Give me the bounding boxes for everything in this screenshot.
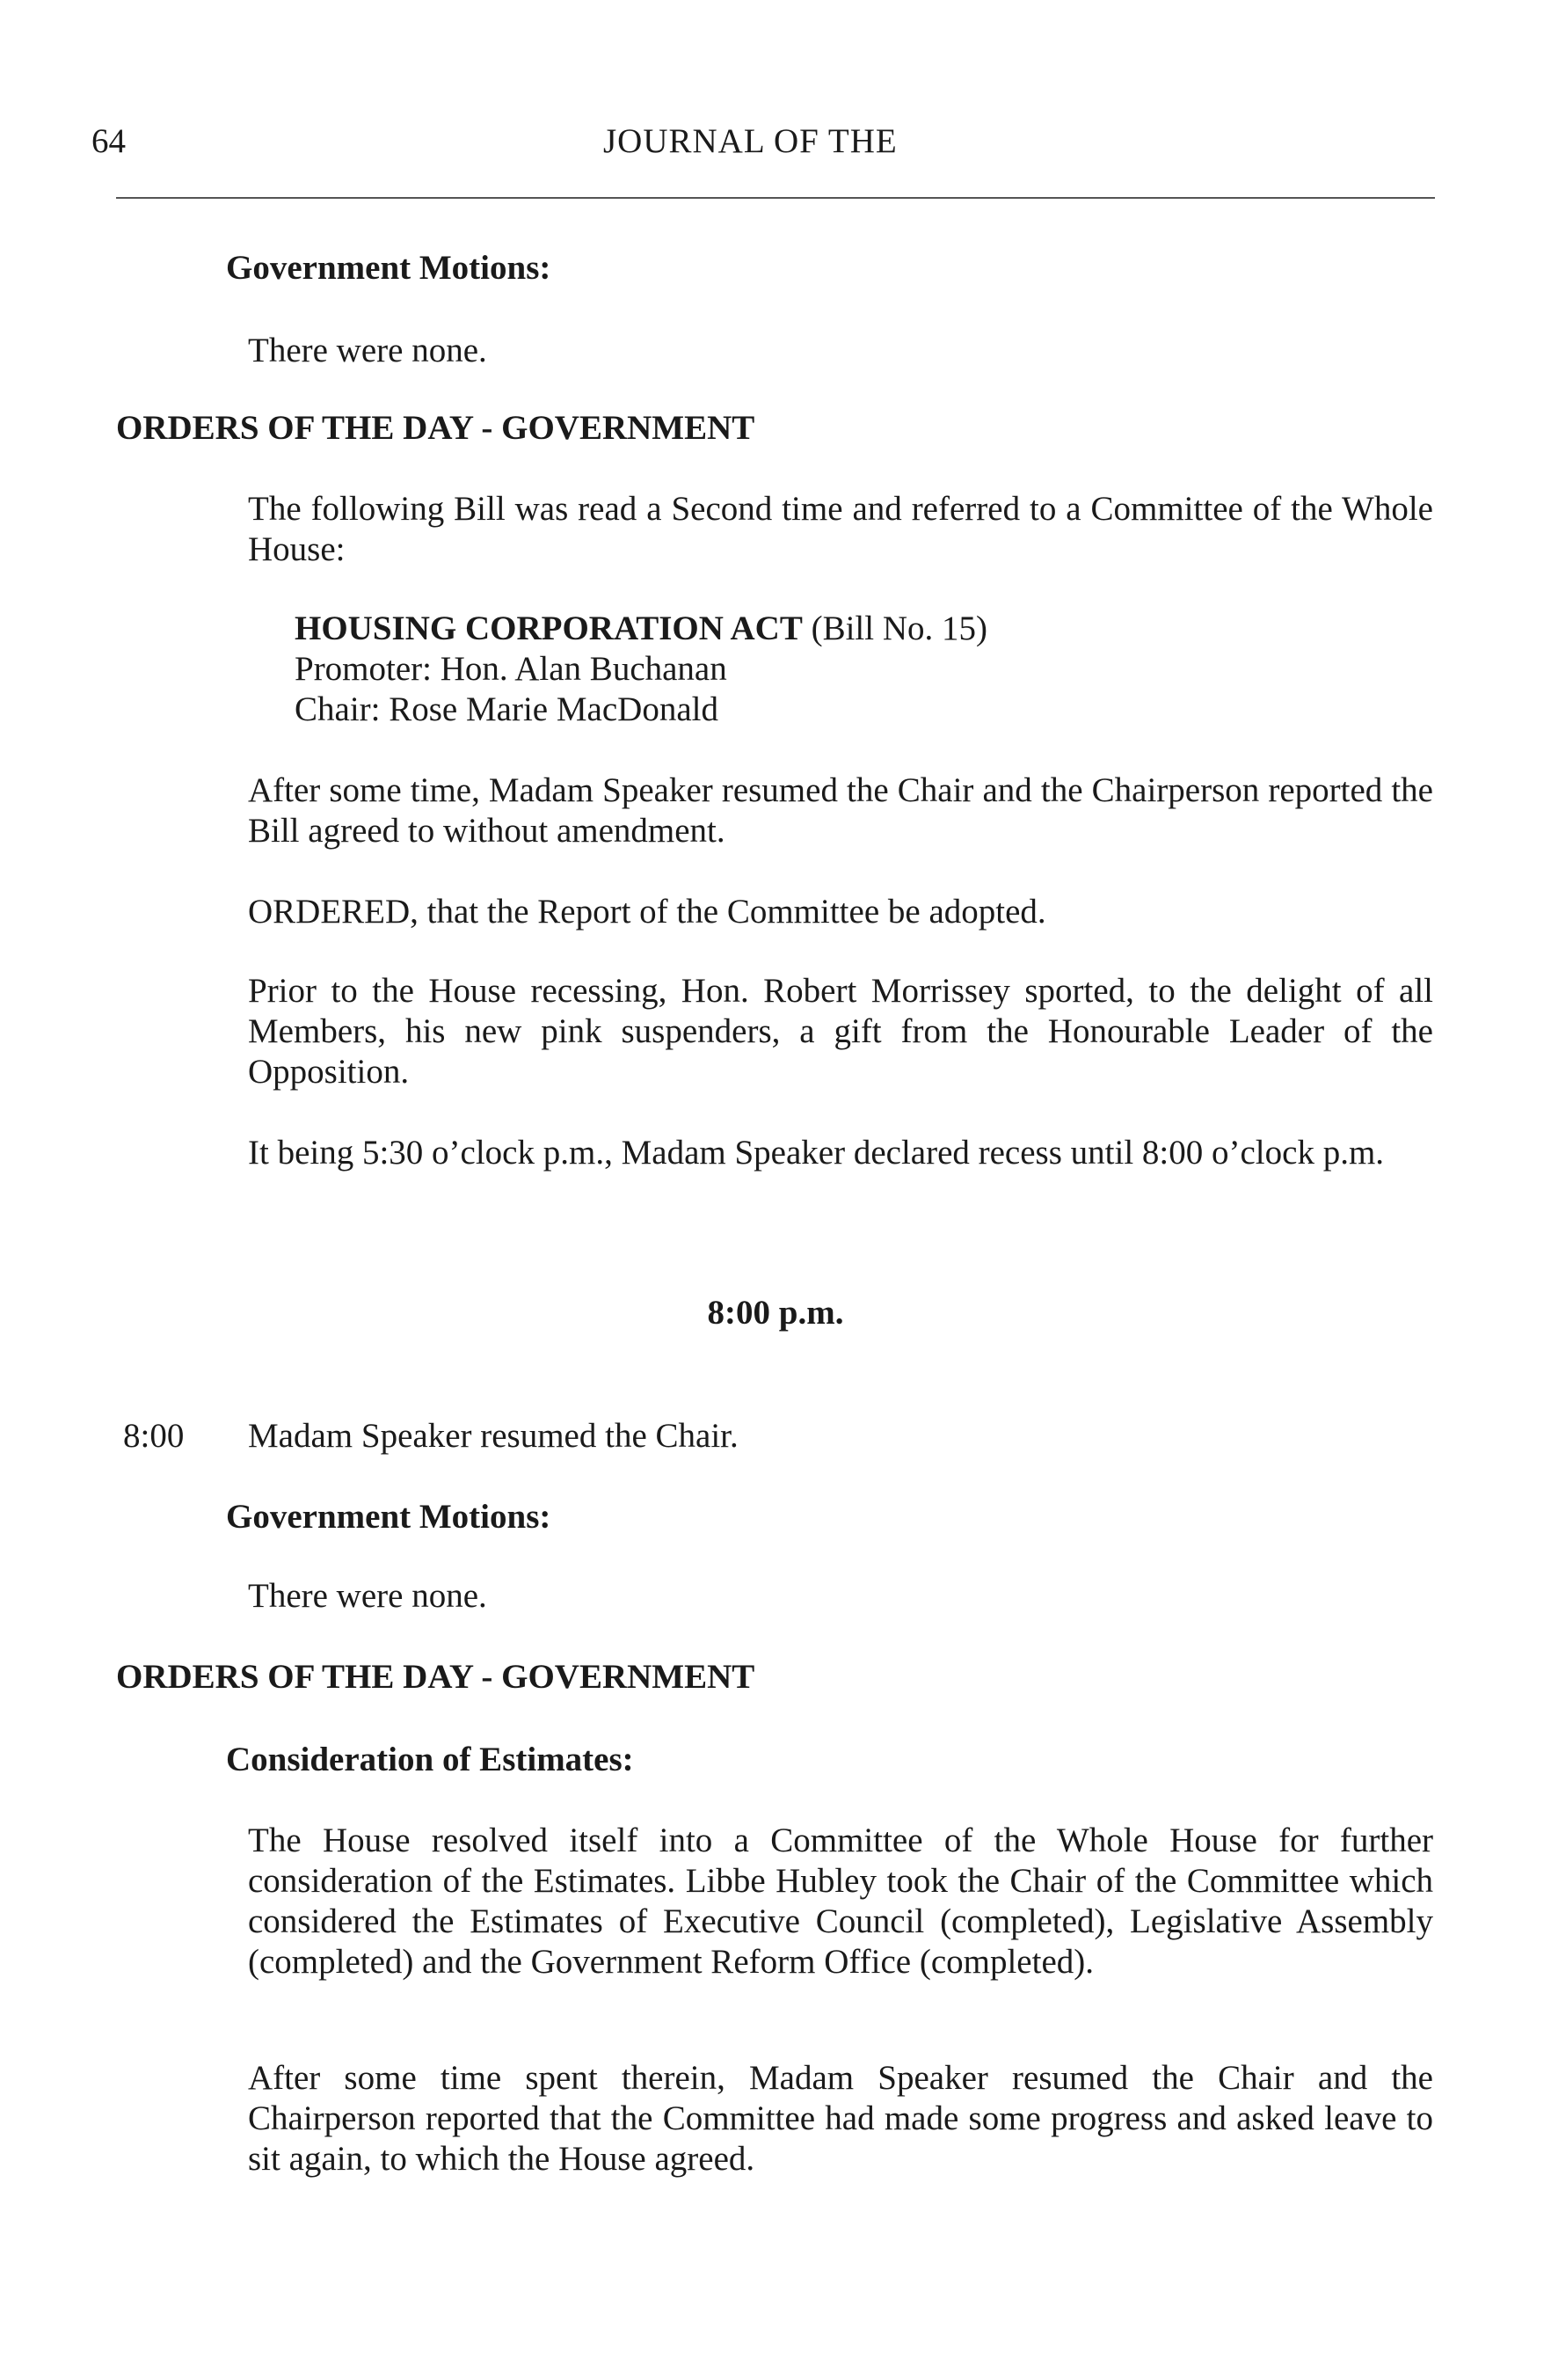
- bill-block: [295, 609, 987, 730]
- consideration-of-estimates-heading: Consideration of Estimates:: [226, 1741, 634, 1778]
- government-motions-text: There were none.: [248, 332, 487, 369]
- bill-referral-paragraph: The following Bill was read a Second time and referred to a Committee of the Whole House:: [248, 490, 1433, 568]
- margin-time: 8:00: [123, 1417, 185, 1455]
- progress-paragraph: After some time spent therein, Madam Speaker resumed the Chair and the Chairperson reported that the Committee had made some progress and asked leave to sit again, to which the House agreed.: [248, 2059, 1433, 2178]
- evening-orders-heading: ORDERS OF THE DAY - GOVERNMENT: [116, 1658, 755, 1696]
- page-number: 64: [91, 122, 126, 160]
- bill-chair: Chair: Rose Marie MacDonald: [295, 690, 718, 728]
- orders-of-the-day-heading: ORDERS OF THE DAY - GOVERNMENT: [116, 409, 755, 447]
- ordered-paragraph: ORDERED, that the Report of the Committee be adopted.: [248, 893, 1046, 931]
- bill-number: (Bill No. 15): [811, 610, 988, 647]
- committee-report-paragraph: After some time, Madam Speaker resumed the Chair and the Chairperson reported the Bill agreed to without amendment.: [248, 771, 1433, 850]
- header-rule: [116, 197, 1435, 199]
- running-head: JOURNAL OF THE: [603, 122, 898, 160]
- evening-government-motions-text: There were none.: [248, 1577, 487, 1615]
- estimates-paragraph: The House resolved itself into a Committee of the Whole House for further consideration of the Estimates. Libbe Hubley took the Chair of the Committee which considered the Estimates of Executive Council (completed), Legislative Assembly (completed) and the Government Reform Office (completed).: [248, 1822, 1433, 1981]
- recess-paragraph: It being 5:30 o’clock p.m., Madam Speaker declared recess until 8:00 o’clock p.m.: [248, 1134, 1385, 1172]
- government-motions-heading: Government Motions:: [226, 249, 551, 287]
- speaker-resumed-text: Madam Speaker resumed the Chair.: [248, 1417, 739, 1455]
- bill-promoter: Promoter: Hon. Alan Buchanan: [295, 650, 727, 688]
- bill-title-line: [295, 609, 987, 649]
- evening-time-heading: 8:00 p.m.: [707, 1294, 844, 1332]
- evening-government-motions-heading: Government Motions:: [226, 1498, 551, 1536]
- recess-remarks-paragraph: Prior to the House recessing, Hon. Robert Morrissey sported, to the delight of all Members, his new pink suspenders, a gift from the Honourable Leader of the Opposition.: [248, 972, 1433, 1091]
- bill-title: HOUSING CORPORATION ACT: [295, 610, 803, 647]
